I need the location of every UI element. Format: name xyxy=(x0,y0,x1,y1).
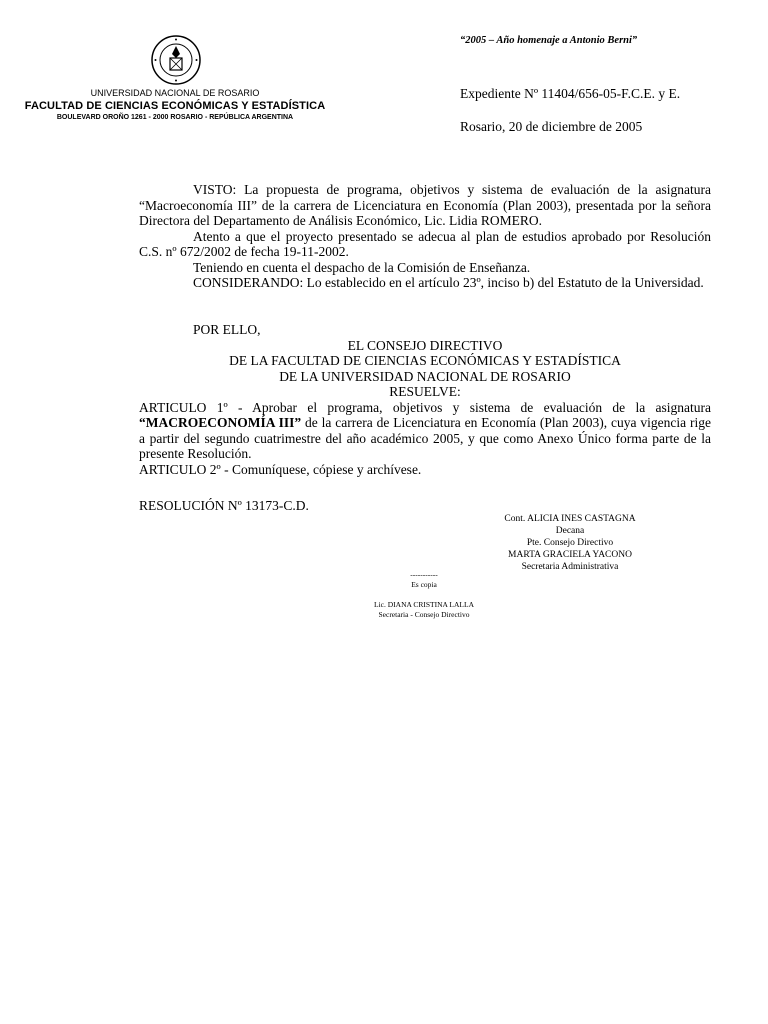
signatory-title-3: Secretaria Administrativa xyxy=(521,562,619,572)
copy-certification xyxy=(274,570,574,620)
resolution-number-text: RESOLUCIÓN Nº 13173-C.D. xyxy=(139,498,309,513)
consejo-line-3: DE LA UNIVERSIDAD NACIONAL DE ROSARIO xyxy=(279,368,571,384)
copy-signatory-name: Lic. DIANA CRISTINA LALLA xyxy=(374,600,474,609)
articulo-2: ARTICULO 2º - Comuníquese, cópiese y archívese. xyxy=(139,461,422,477)
expediente-number: Expediente Nº 11404/656-05-F.C.E. y E. xyxy=(460,86,681,101)
considerando-paragraph: CONSIDERANDO: Lo establecido en el artículo 23º, inciso b) del Estatuto de la Universidad. xyxy=(193,275,704,290)
articulo-1-subject: “MACROECONOMÍA III” xyxy=(139,415,302,430)
signatory-title-1: Decana xyxy=(555,526,585,536)
resolution-section xyxy=(139,322,711,477)
faculty-address: BOULEVARD OROÑO 1261 - 2000 ROSARIO - REPÚBLICA ARGENTINA xyxy=(56,114,294,121)
copy-dashes: ----------- xyxy=(410,570,438,579)
signatory-title-2: Pte. Consejo Directivo xyxy=(526,538,614,548)
por-ello: POR ELLO, xyxy=(193,322,261,337)
consejo-line-2: DE LA FACULTAD DE CIENCIAS ECONÓMICAS Y ESTADÍSTICA xyxy=(229,353,621,368)
articulo-1-suffix: de la carrera de Licenciatura en Economía (Plan 2003), cuya vigencia rige a partir del segundo cuatrimestre del año académico 2005, y que como Anexo Único forma parte de la presente Resolución. xyxy=(139,415,711,461)
resuelve-heading: RESUELVE: xyxy=(389,384,461,399)
atento-paragraph: Atento a que el proyecto presentado se adecua al plan de estudios aprobado por Resolución C.S. nº 672/2002 de fecha 19-11-2002. xyxy=(139,228,711,259)
document-date: Rosario, 20 de diciembre de 2005 xyxy=(460,119,643,134)
consejo-line-1: EL CONSEJO DIRECTIVO xyxy=(347,337,503,353)
visto-section xyxy=(139,182,711,291)
university-name: UNIVERSIDAD NACIONAL DE ROSARIO xyxy=(90,88,260,98)
visto-paragraph: VISTO: La propuesta de programa, objetivos y sistema de evaluación de la asignatura “Macroeconomía III” de la carrera de Licenciatura en Economía (Plan 2003), presentada por la señora Directora del Departamento de Análisis Económico, Lic. Lidia ROMERO. xyxy=(139,182,711,228)
faculty-name: FACULTAD DE CIENCIAS ECONÓMICAS Y ESTADÍSTICA xyxy=(24,100,326,112)
articulo-1-prefix: ARTICULO 1º - Aprobar el programa, objetivos y sistema de evaluación de la asignatura xyxy=(139,399,711,415)
resolution-number xyxy=(139,498,711,514)
signature-block xyxy=(420,513,720,573)
signatory-name-2: MARTA GRACIELA YACONO xyxy=(508,550,632,560)
signatory-name-1: Cont. ALICIA INES CASTAGNA xyxy=(504,514,636,524)
motto-line: “2005 – Año homenaje a Antonio Berni” xyxy=(460,35,638,46)
university-seal-icon xyxy=(150,34,202,86)
articulo-1 xyxy=(139,400,711,462)
copy-signatory-title: Secretaria - Consejo Directivo xyxy=(378,610,470,619)
teniendo-paragraph: Teniendo en cuenta el despacho de la Comisión de Enseñanza. xyxy=(193,259,531,275)
copy-label: Es copia xyxy=(411,580,437,589)
